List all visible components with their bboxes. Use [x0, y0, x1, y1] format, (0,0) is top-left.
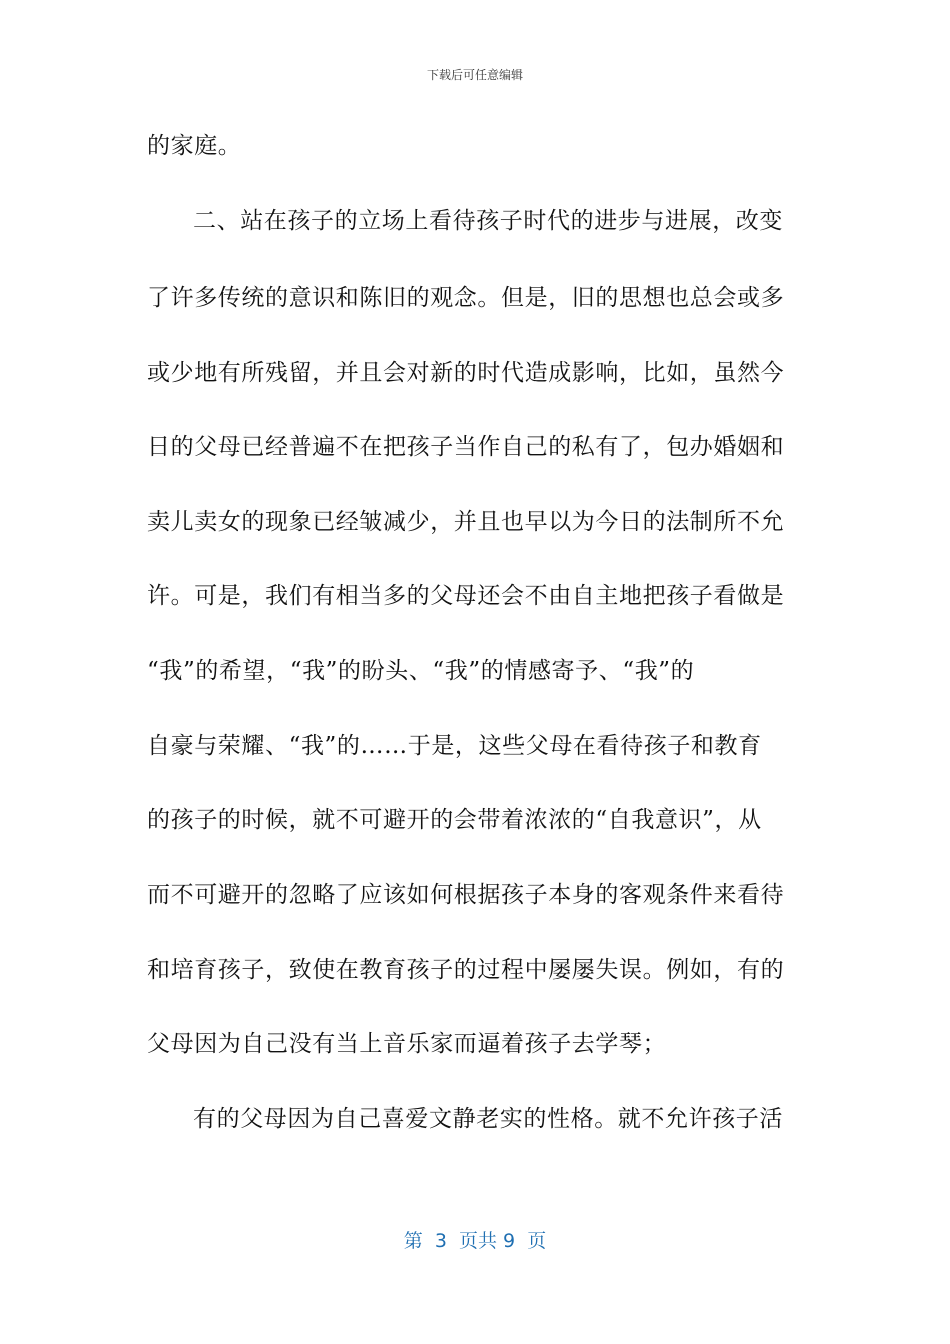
body-line: 而不可避开的忽略了应该如何根据孩子本身的客观条件来看待 [147, 882, 785, 908]
body-line: 日的父母已经普遍不在把孩子当作自己的私有了，包办婚姻和 [147, 434, 785, 460]
body-line: 许。可是，我们有相当多的父母还会不由自主地把孩子看做是 [147, 583, 785, 609]
page-header-note: 下载后可任意编辑 [426, 68, 523, 82]
body-line: 自豪与荣耀、“我”的……于是，这些父母在看待孩子和教育 [147, 733, 762, 759]
body-line: 卖儿卖女的现象已经皱减少，并且也早以为今日的法制所不允 [147, 509, 785, 535]
body-line: “我”的希望，“我”的盼头、“我”的情感寄予、“我”的 [147, 658, 695, 684]
body-line: 了许多传统的意识和陈旧的观念。但是，旧的思想也总会或多 [147, 285, 785, 311]
body-line: 的家庭。 [147, 133, 242, 159]
body-line: 父母因为自己没有当上音乐家而逼着孩子去学琴； [147, 1031, 667, 1057]
body-line: 或少地有所残留，并且会对新的时代造成影响，比如，虽然今 [147, 360, 785, 386]
body-line: 的孩子的时候，就不可避开的会带着浓浓的“自我意识”，从 [147, 807, 762, 833]
body-line: 二、站在孩子的立场上看待孩子时代的进步与进展，改变 [193, 208, 783, 234]
body-line: 和培育孩子，致使在教育孩子的过程中屡屡失误。例如，有的 [147, 957, 785, 983]
body-line: 有的父母因为自己喜爱文静老实的性格。就不允许孩子活 [193, 1106, 783, 1132]
page-number-footer: 第 3 页共 9 页 [403, 1230, 547, 1252]
